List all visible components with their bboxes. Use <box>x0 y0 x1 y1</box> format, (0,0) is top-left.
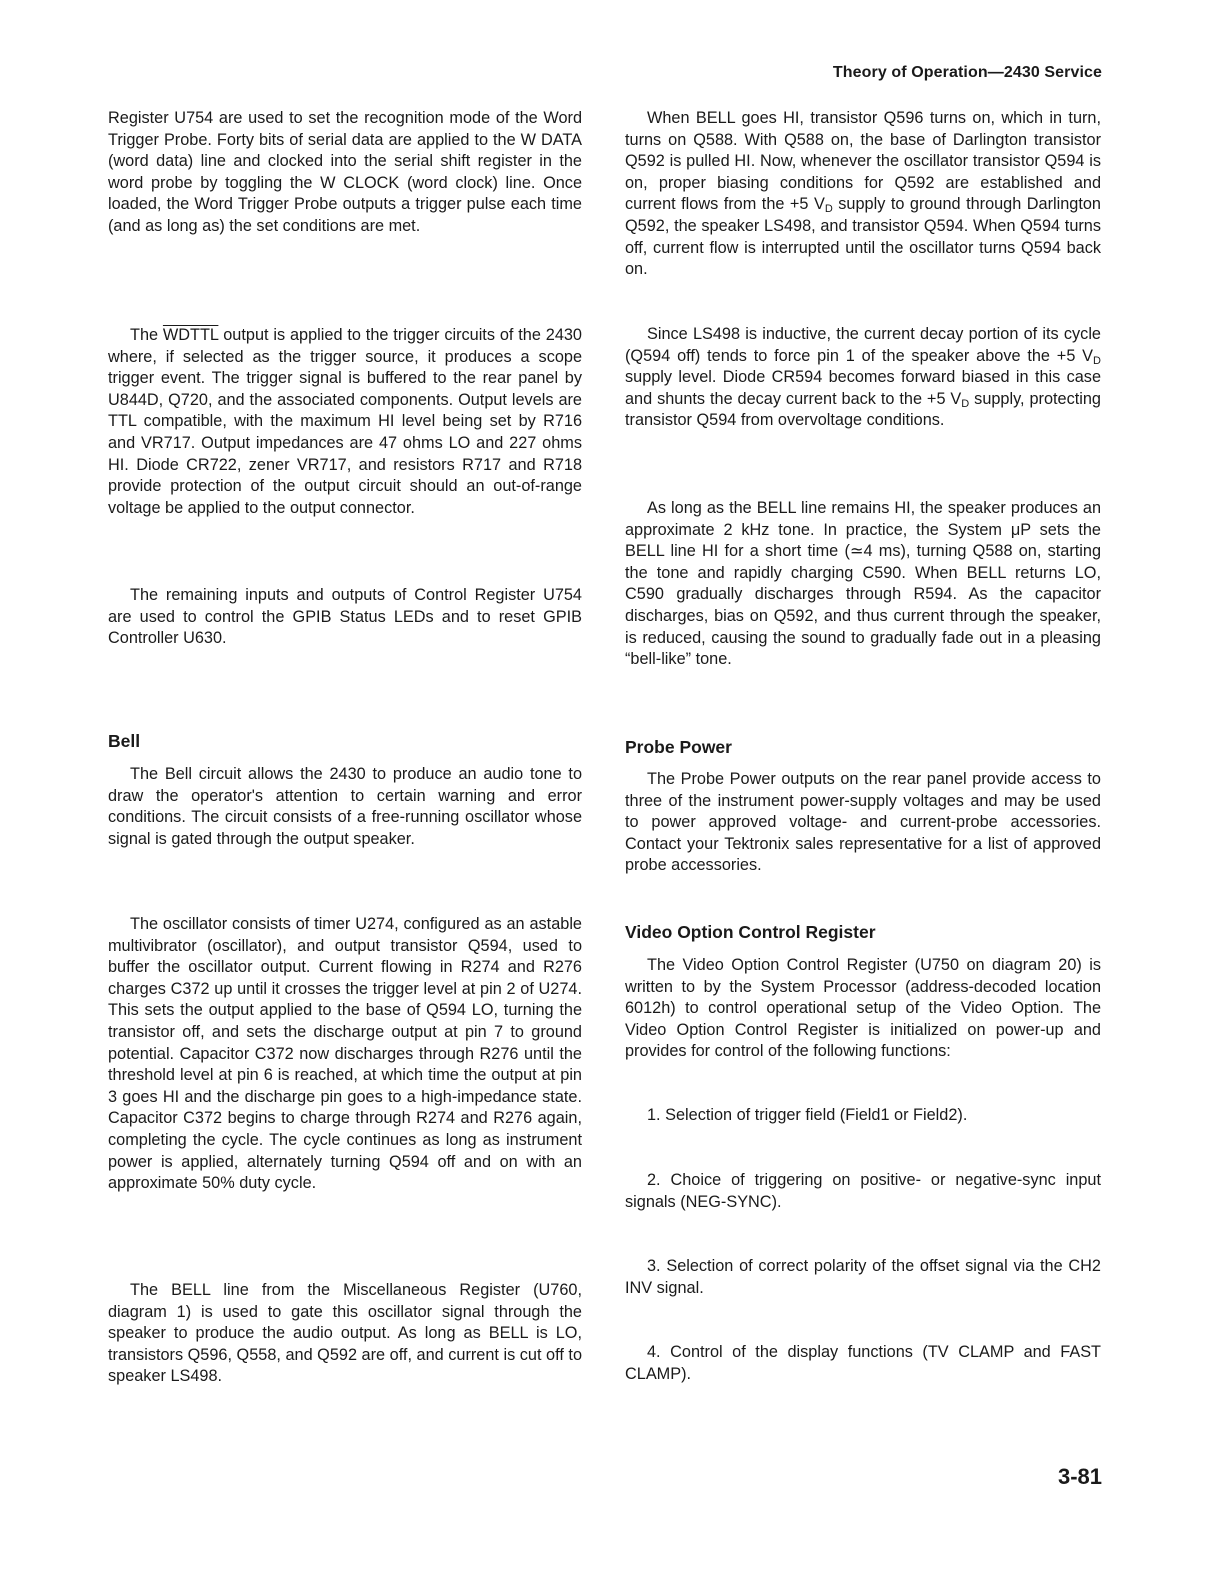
paragraph-inductive-decay <box>625 324 1101 432</box>
paragraph-text: As long as the BELL line remains HI, the speaker produces an approximate 2 kHz tone. In practice, the System μP sets the BELL line HI for a short time (≃4 ms), turning Q588 on, starting the tone and rapidly charging C590. When BELL returns LO, C590 gradually discharges through R594. As the capacitor discharges, bias on Q592, and thus current through the speaker, is reduced, causing the sound to gradually fade out in a pleasing “bell-like” tone. <box>625 499 1101 669</box>
paragraph-oscillator <box>108 914 582 1195</box>
section-heading-video-option: Video Option Control Register <box>625 922 876 942</box>
list-item-text: 2. Choice of triggering on positive- or negative-sync input signals (NEG-SYNC). <box>625 1171 1101 1211</box>
section-heading-bell: Bell <box>108 731 141 751</box>
paragraph-video-option <box>625 955 1101 1063</box>
paragraph-bell-intro <box>108 764 582 850</box>
paragraph-text <box>625 108 1101 281</box>
paragraph-remaining-io <box>108 585 582 650</box>
text-run: The <box>130 326 163 344</box>
paragraph-text: The Probe Power outputs on the rear panel provide access to three of the instrument power-supply voltages and may be used to power approved voltage- and current-probe accessories. Contact your Tektronix sales representative for a list of approved probe accessories. <box>625 770 1101 875</box>
wdttl-signal-name: WDTTL <box>162 326 219 344</box>
paragraph-text <box>625 324 1101 432</box>
subscript: D <box>824 203 833 216</box>
paragraph-bell-line <box>108 1280 582 1388</box>
running-header: Theory of Operation—2430 Service <box>832 64 1102 81</box>
list-item-text: 1. Selection of trigger field (Field1 or Field2). <box>647 1106 968 1124</box>
text-run: supply to ground through Darlington Q592, the speaker LS498, and transistor Q594. When Q594 turns off, current flow is interrupted until the oscillator turns Q594 back on. <box>625 195 1101 279</box>
text-run: When BELL goes HI, transistor Q596 turns on, which in turn, turns on Q588. With Q588 on, the base of Darlington transistor Q592 is pulled HI. Now, whenever the oscillator transistor Q594 is on, proper biasing conditions for Q592 are established and current flows from the +5 V <box>625 109 1101 214</box>
text-run: supply level. Diode CR594 becomes forward biased in this case and shunts the decay current back to the +5 V <box>625 368 1101 408</box>
paragraph-text: The remaining inputs and outputs of Control Register U754 are used to control the GPIB Status LEDs and to reset GPIB Controller U630. <box>108 586 582 648</box>
list-item <box>625 1342 1101 1385</box>
subscript: D <box>1093 354 1101 367</box>
list-item-text: 3. Selection of correct polarity of the offset signal via the CH2 INV signal. <box>625 1257 1101 1297</box>
section-heading-probe-power: Probe Power <box>625 737 732 757</box>
paragraph-text: The Video Option Control Register (U750 on diagram 20) is written to by the System Processor (address-decoded location 6012h) to control operational setup of the Video Option. The Video Option Control Register is initialized on power-up and provides for control of the following functions: <box>625 956 1101 1061</box>
paragraph-wdttl-output <box>108 325 582 519</box>
subscript: D <box>961 397 970 410</box>
list-item <box>625 1105 1101 1127</box>
page-number: 3-81 <box>1057 1464 1102 1489</box>
text-run: output is applied to the trigger circuits of the 2430 where, if selected as the trigger source, it produces a scope trigger event. The trigger signal is buffered to the rear panel by U844D, Q720, and the associated components. Output levels are TTL compatible, with the maximum HI level being set by R716 and VR717. Output impedances are 47 ohms LO and 227 ohms HI. Diode CR722, zener VR717, and resistors R717 and R718 provide protection of the output circuit should an out-of-range voltage be applied to the output connector. <box>108 326 582 517</box>
text-run: supply, protecting transistor Q594 from overvoltage conditions. <box>625 389 1101 430</box>
paragraph-bell-hi <box>625 108 1101 281</box>
list-item <box>625 1170 1101 1213</box>
paragraph-text: The BELL line from the Miscellaneous Register (U760, diagram 1) is used to gate this oscillator signal through the speaker to produce the audio output. As long as BELL is LO, transistors Q596, Q558, and Q592 are off, and current is cut off to speaker LS498. <box>108 1281 582 1386</box>
text-run: Since LS498 is inductive, the current decay portion of its cycle (Q594 off) tends to force pin 1 of the speaker above the +5 V <box>625 325 1101 365</box>
paragraph-text: The Bell circuit allows the 2430 to produce an audio tone to draw the operator's attention to certain warning and error conditions. The circuit consists of a free-running oscillator whose signal is gated through the output speaker. <box>108 765 582 848</box>
list-item <box>625 1256 1101 1299</box>
paragraph-probe-power <box>625 769 1101 877</box>
paragraph-text <box>108 325 582 519</box>
paragraph-text: Register U754 are used to set the recognition mode of the Word Trigger Probe. Forty bits of serial data are applied to the W DATA (word data) line and clocked into the serial shift register in the word probe by toggling the W CLOCK (word clock) line. Once loaded, the Word Trigger Probe outputs a trigger pulse each time (and as long as) the set conditions are met. <box>108 109 582 235</box>
list-item-text: 4. Control of the display functions (TV CLAMP and FAST CLAMP). <box>625 1343 1101 1383</box>
paragraph-word-probe-register <box>108 108 582 238</box>
paragraph-tone <box>625 498 1101 671</box>
paragraph-text: The oscillator consists of timer U274, configured as an astable multivibrator (oscillator), and output transistor Q594, used to buffer the oscillator output. Current flowing in R274 and R276 charges C372 up until it crosses the trigger level at pin 2 of U274. This sets the output applied to the base of Q594 LO, turning the transistor off, and sets the discharge output at pin 7 to ground potential. Capacitor C372 now discharges through R276 until the threshold level at pin 6 is reached, at which time the output at pin 3 goes HI and the discharge pin goes to a high-impedance state. Capacitor C372 begins to charge through R274 and R276 again, completing the cycle. The cycle continues as long as instrument power is applied, alternately turning Q594 off and on with an approximate 50% duty cycle. <box>108 915 582 1193</box>
